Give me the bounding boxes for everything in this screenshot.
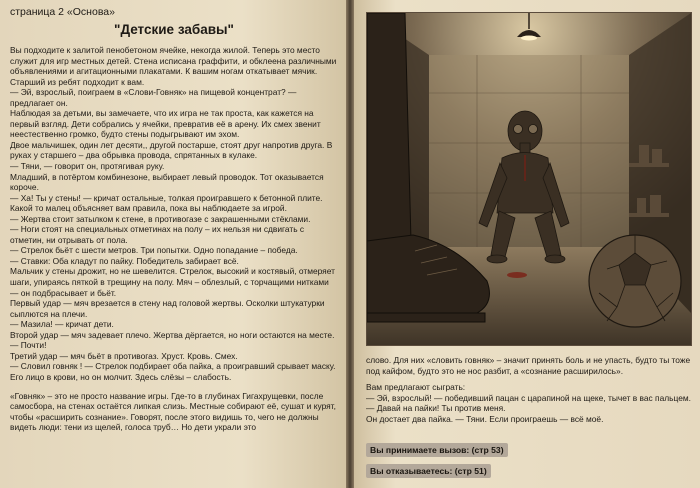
paragraph: Третий удар — мяч бьёт в противогаз. Хруст. Кровь. Смех.: [10, 350, 238, 361]
paragraph: Двое мальчишек, один лет десяти,, другой постарше, стоят друг напротив друга. В руках у старшего – два обрывка провода, спрятанных в кулаке.: [10, 139, 333, 161]
paragraph: Мальчик у стены дрожит, но не шевелится. Стрелок, высокий и костявый, отмеряет шаги, упираясь пяткой в трещину на полу. Мяч – облезлый, с торчащими нитками — он подбрасывает и бьёт.: [10, 266, 335, 298]
closing-paragraph: «Говняк» – это не просто название игры. Где-то в глубинах Гигахрущевки, после самосбора, на стенах остаётся липкая слизь. Местные собирают её, сушат и курят, чтобы «расширить сознание». Говорят, после этого видишь то, чего не должны видеть люди: тени из щелей, голоса труб… Но дети украли это: [10, 390, 336, 433]
right-page: [354, 0, 700, 488]
page-label: страница 2 «Основа»: [10, 6, 115, 18]
paragraph: — Ноги стоят на специальных отметинах на полу – их нельзя ни сдвигать с отметин, ни отрывать от пола.: [10, 224, 305, 245]
paragraph: — Тяни, — говорит он, протягивая руку.: [10, 161, 165, 172]
paragraph: Младший, в потёртом комбинезоне, выбирает левый проводок. Тот оказывается короче.: [10, 171, 324, 193]
paragraph: слово. Для них «словить говняк» – значит принять боль и не упасть, будто ты тоже под кайфом, будто это не нос разбит, а «сознание расширилось».: [366, 355, 691, 376]
left-page: [0, 0, 346, 488]
accept-challenge-choice[interactable]: Вы принимаете вызов: (стр 53): [366, 443, 508, 457]
story-text-continued: [366, 355, 692, 424]
paragraph: Он достает два пайка. — Тяни. Если проиграешь — всё моё.: [366, 413, 604, 424]
paragraph: Первый удар — мяч врезается в стену над головой жертвы. Осколки штукатурки сыплются на плечи.: [10, 298, 325, 319]
story-illustration: [366, 12, 692, 346]
paragraph: Вам предлагают сыграть:: [366, 382, 466, 393]
chapter-title: "Детские забавы": [114, 22, 234, 37]
paragraph: — Мазила! — кричат дети.: [10, 319, 114, 330]
paragraph: — Почти!: [10, 340, 47, 351]
book-gutter: [346, 0, 354, 488]
paragraph: — Ставки: Оба кладут по пайку. Победитель забирает всё.: [10, 255, 239, 266]
paragraph: — Стрелок бьёт с шести метров. Три попытки. Одно попадание – победа.: [10, 245, 298, 256]
paragraph: Второй удар — мяч задевает плечо. Жертва дёргается, но ноги остаются на месте.: [10, 329, 335, 340]
paragraph: Наблюдая за детьми, вы замечаете, что их игра не так проста, как кажется на первый взгляд. Дети собрались у ячейки, превратив её в арену. Их смех звенит неестественно громко, будто стены подыгрывают им эхом.: [10, 108, 321, 140]
paragraph: — Словил говняк ! — Стрелок подбирает оба пайка, а проигравший срывает маску. Его лицо в крови, но он молчит. Здесь слёзы – слабость.: [10, 361, 336, 382]
paragraph: Вы подходите к залитой пенобетоном ячейке, некогда жилой. Теперь это место служит для игр местных детей. Стена исписана граффити, и обклеена различными объявлениями и агитационными плакатами. К вашим ногам откатывает мячик. Старший из ребят подходит к вам.: [10, 45, 337, 87]
refuse-challenge-choice[interactable]: Вы отказываетесь: (стр 51): [366, 464, 491, 478]
paragraph: — Жертва стоит затылком к стене, в противогазе с закрашенными стёклами.: [10, 213, 311, 224]
paragraph: — Эй, взрослый, поиграем в «Слови-Говняк» на пищевой концентрат? — предлагает он.: [10, 87, 297, 108]
story-text: [10, 45, 338, 433]
paragraph: — Ха! Ты у стены! — кричат остальные, толкая проигравшего к бетонной плите. Какой то малец объясняет вам правила, пока вы наблюдаете за игрой.: [10, 192, 323, 214]
paragraph: — Эй, взрослый! — победивший пацан с царапиной на щеке, тычет в вас пальцем. — Давай на пайки! Ты против меня.: [366, 392, 691, 414]
